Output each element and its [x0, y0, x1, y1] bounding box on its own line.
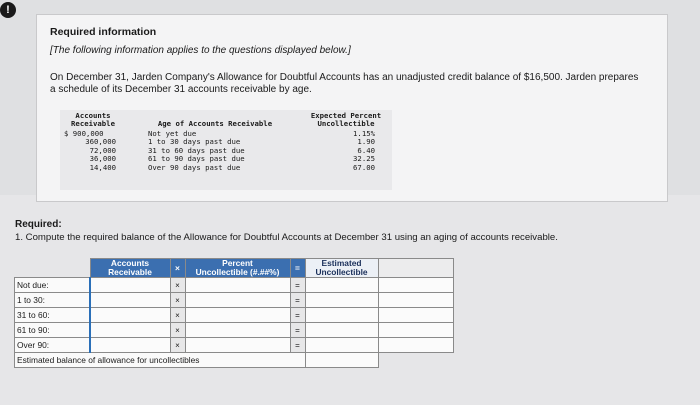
times-sign: × — [170, 323, 185, 338]
accounts-input-1-30[interactable] — [90, 293, 170, 308]
accounts-input-61-90[interactable] — [90, 323, 170, 338]
worksheet-header-percent: Percent Uncollectible (#.##%) — [185, 259, 290, 278]
equals-sign: = — [290, 308, 305, 323]
times-sign: × — [170, 308, 185, 323]
alert-icon: ! — [0, 2, 16, 18]
total-label: Estimated balance of allowance for uncollectibles — [15, 353, 306, 368]
schedule-percent-3: 32.25 — [353, 154, 375, 164]
schedule-accounts-1: 360,000 — [85, 137, 116, 147]
extra-cell-31-60 — [378, 308, 453, 323]
worksheet-header-equals: = — [290, 259, 305, 278]
worksheet-row — [15, 293, 454, 308]
required-text: 1. Compute the required balance of the Allowance for Doubtful Accounts at December 31 using an aging of accounts receivable. — [15, 232, 558, 243]
schedule-accounts-0: $ 900,000 — [64, 129, 104, 138]
estimated-input-1-30[interactable] — [305, 293, 378, 308]
schedule-age-2: 31 to 60 days past due — [148, 145, 245, 155]
schedule-percent-2: 6.40 — [357, 145, 375, 155]
estimated-input-not-due[interactable] — [305, 278, 378, 293]
schedule-accounts-column — [64, 130, 116, 172]
info-title: Required information — [50, 26, 157, 38]
accounts-input-over-90[interactable] — [90, 338, 170, 353]
total-row-blank — [378, 353, 453, 368]
percent-input-1-30[interactable] — [185, 293, 290, 308]
worksheet-row-label: 1 to 30: — [15, 293, 91, 308]
extra-cell-not-due — [378, 278, 453, 293]
worksheet-row — [15, 323, 454, 338]
schedule-age-0: Not yet due — [148, 129, 197, 138]
schedule-percent-4: 67.00 — [353, 162, 375, 172]
schedule-percent-0: 1.15% — [353, 129, 375, 138]
extra-cell-1-30 — [378, 293, 453, 308]
worksheet-row-label: Over 90: — [15, 338, 91, 353]
worksheet-header-blank — [15, 259, 91, 278]
worksheet-row — [15, 308, 454, 323]
worksheet-row-label: 31 to 60: — [15, 308, 91, 323]
required-title: Required: — [15, 219, 62, 230]
estimated-total-input[interactable] — [305, 353, 378, 368]
estimated-input-over-90[interactable] — [305, 338, 378, 353]
extra-cell-61-90 — [378, 323, 453, 338]
info-paragraph: On December 31, Jarden Company's Allowance for Doubtful Accounts has an unadjusted credit balance of $16,500. Jarden prepares a schedule of its December 31 accounts receivable by age. — [50, 72, 639, 95]
equals-sign: = — [290, 278, 305, 293]
schedule-age-3: 61 to 90 days past due — [148, 154, 245, 164]
worksheet-row — [15, 278, 454, 293]
worksheet-row-label: Not due: — [15, 278, 91, 293]
worksheet-row — [15, 338, 454, 353]
schedule-header-age: Age of Accounts Receivable — [157, 119, 273, 128]
schedule-age-1: 1 to 30 days past due — [148, 137, 241, 147]
percent-input-31-60[interactable] — [185, 308, 290, 323]
worksheet-total-row — [15, 353, 454, 368]
schedule-accounts-3: 36,000 — [89, 154, 116, 164]
schedule-percent-1: 1.90 — [357, 137, 375, 147]
schedule-percent-column — [330, 130, 375, 172]
accounts-input-31-60[interactable] — [90, 308, 170, 323]
times-sign: × — [170, 278, 185, 293]
worksheet-header-times: × — [170, 259, 185, 278]
extra-cell-over-90 — [378, 338, 453, 353]
percent-input-over-90[interactable] — [185, 338, 290, 353]
schedule-age-4: Over 90 days past due — [148, 162, 241, 172]
accounts-input-not-due[interactable] — [90, 278, 170, 293]
worksheet-row-label: 61 to 90: — [15, 323, 91, 338]
percent-input-61-90[interactable] — [185, 323, 290, 338]
times-sign: × — [170, 338, 185, 353]
schedule-age-column — [148, 130, 288, 172]
aging-worksheet — [14, 258, 454, 368]
equals-sign: = — [290, 323, 305, 338]
schedule-header-accounts: Accounts Receivable — [71, 111, 115, 129]
equals-sign: = — [290, 338, 305, 353]
schedule-accounts-2: 72,000 — [89, 145, 116, 155]
equals-sign: = — [290, 293, 305, 308]
schedule-header-percent: Expected Percent Uncollectible — [310, 111, 382, 129]
worksheet-header-estimated: Estimated Uncollectible — [305, 259, 378, 278]
schedule-accounts-4: 14,400 — [89, 162, 116, 172]
percent-input-not-due[interactable] — [185, 278, 290, 293]
worksheet-header-extra — [378, 259, 453, 278]
times-sign: × — [170, 293, 185, 308]
worksheet-header-accounts: Accounts Receivable — [90, 259, 170, 278]
estimated-input-31-60[interactable] — [305, 308, 378, 323]
info-note: [The following information applies to the questions displayed below.] — [50, 45, 351, 56]
worksheet-header-row — [15, 259, 454, 278]
estimated-input-61-90[interactable] — [305, 323, 378, 338]
